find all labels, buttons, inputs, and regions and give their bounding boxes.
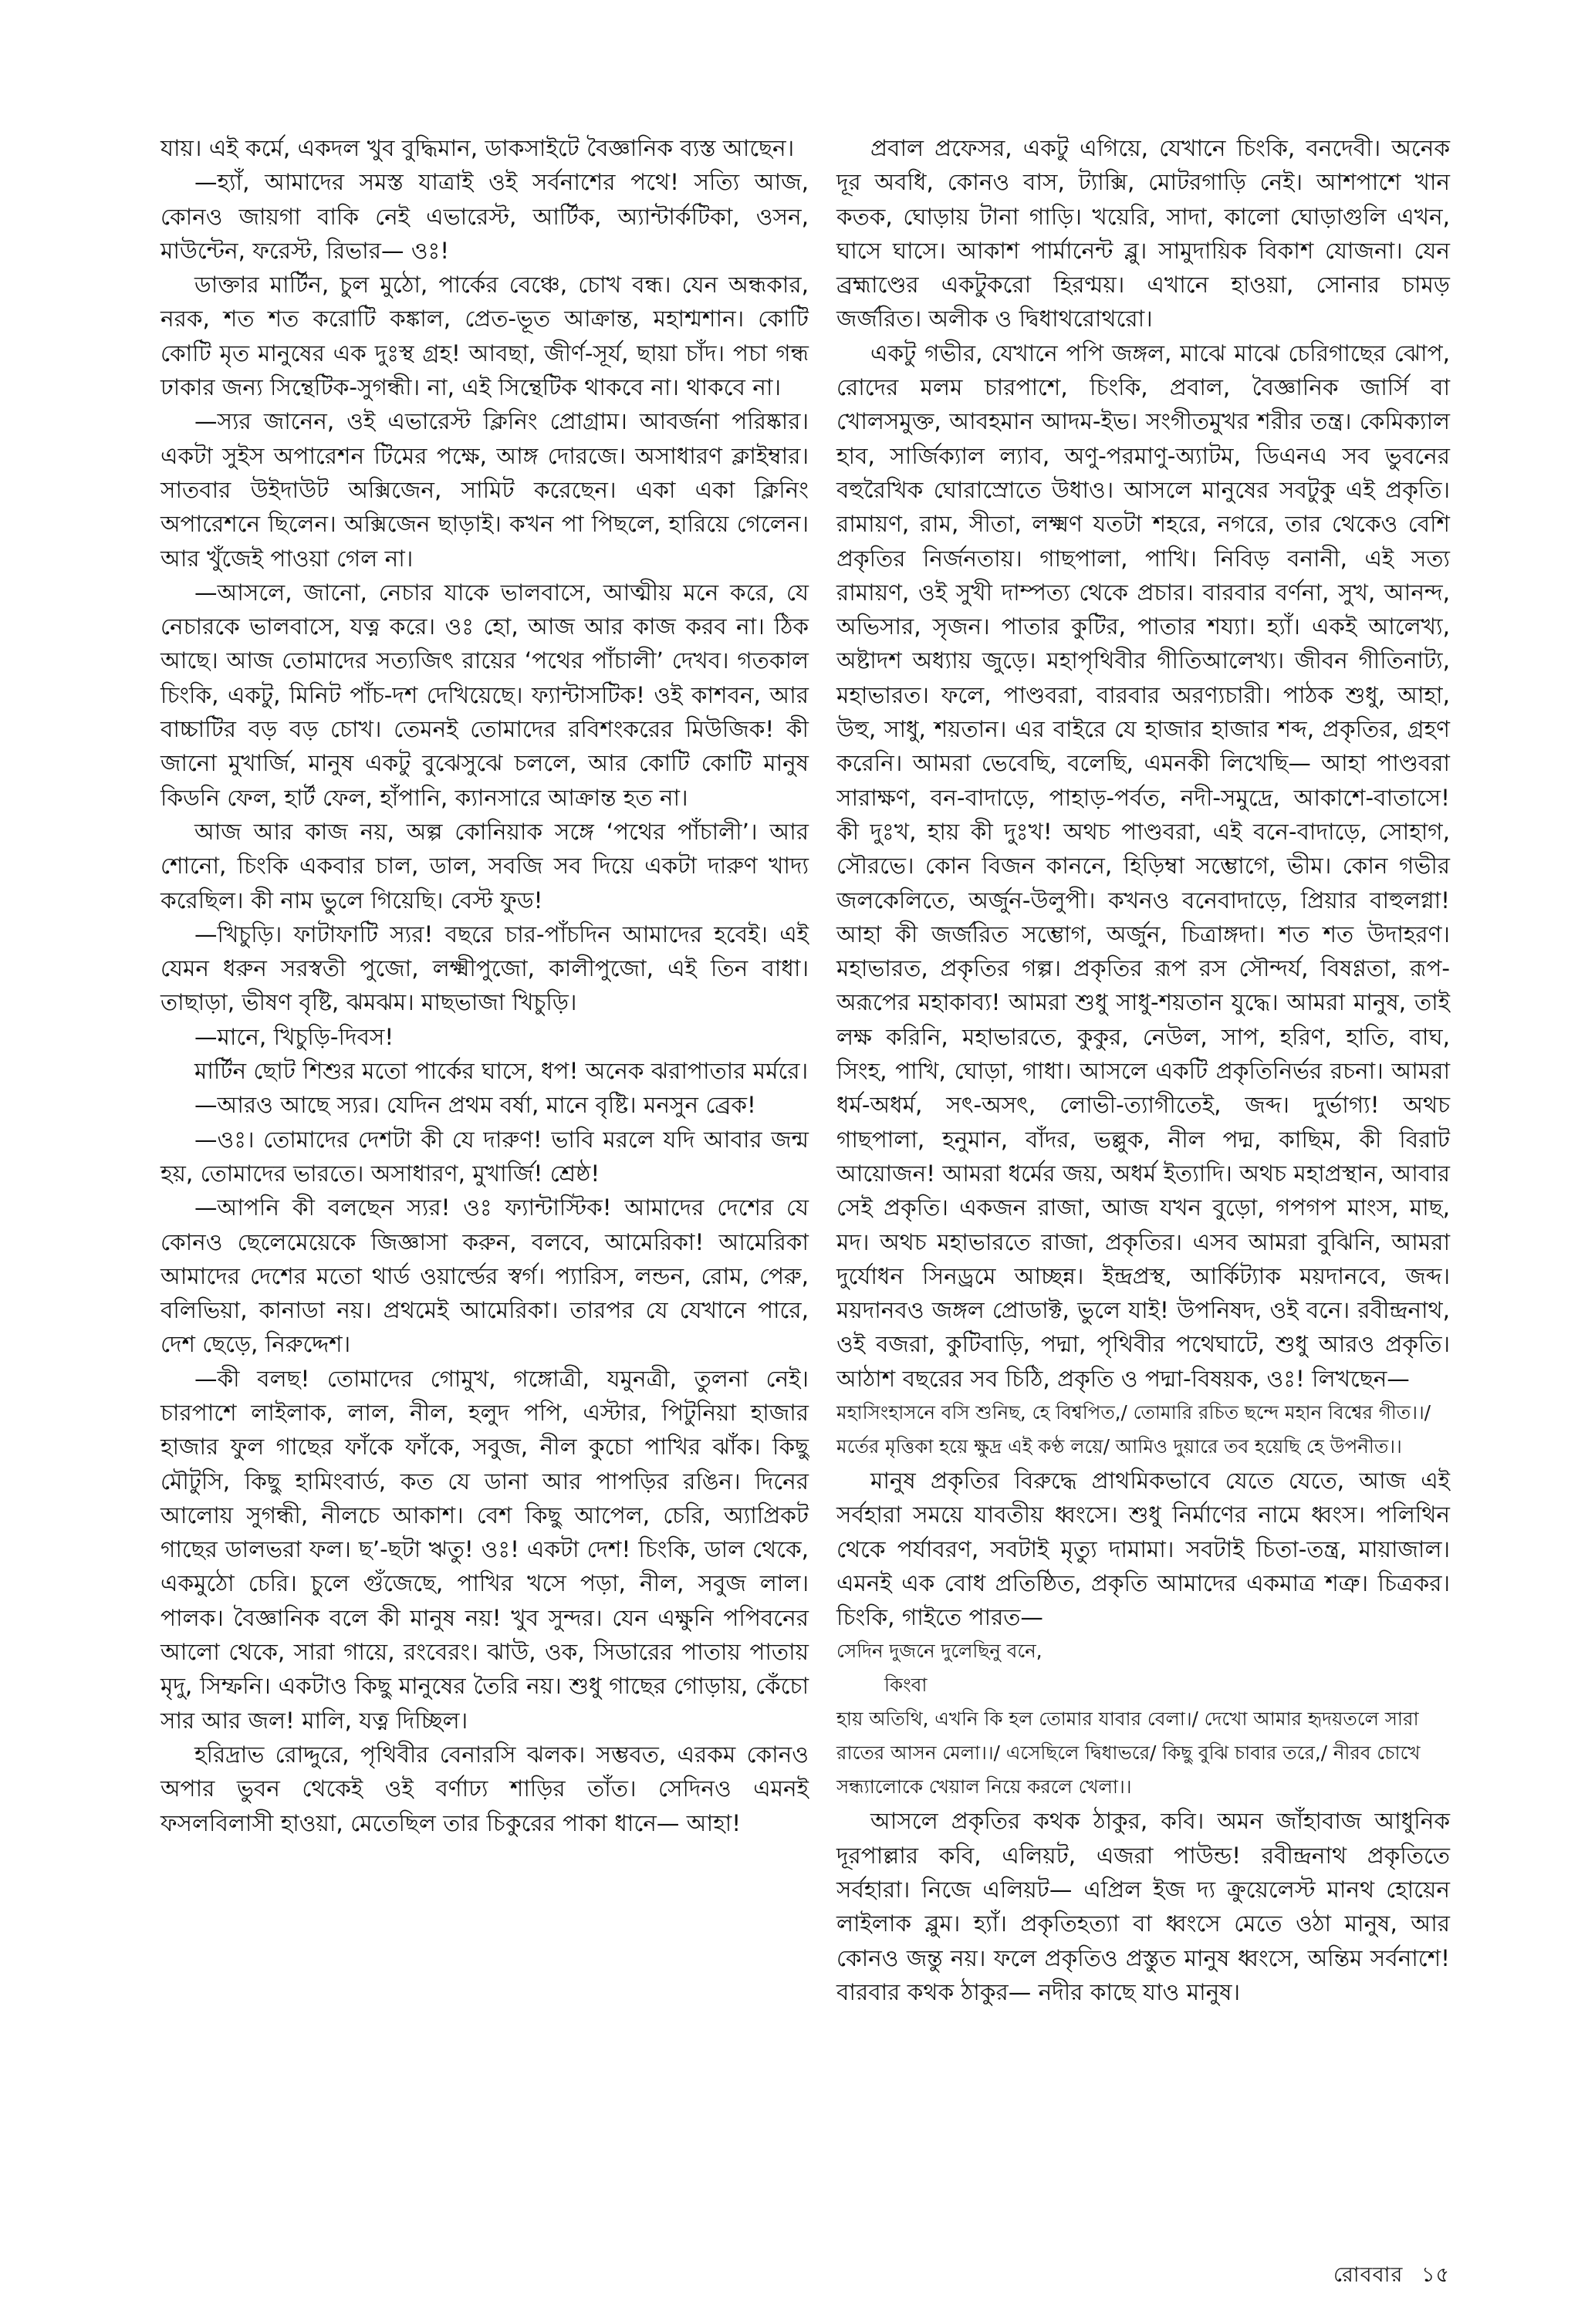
verse-quote: মহাসিংহাসনে বসি শুনিছ, হে বিশ্বপিত,/ তোমারি রচিত ছন্দে মহান বিশ্বের গীত।।/ মর্তের মৃত্তিকা হয়ে ক্ষুদ্র এই কণ্ঠ লয়ে/ আমিও দুয়ারে তব হয়েছি হে উপনীত।। xyxy=(836,1400,1431,1458)
left-column xyxy=(161,131,809,1840)
paragraph: আসলে প্রকৃতির কথক ঠাকুর, কবি। অমন জাঁহাবাজ আধুনিক দূরপাল্লার কবি, এলিয়ট, এজরা পাউন্ড! রবীন্দ্রনাথ প্রকৃতিতে সর্বহারা। নিজে এলিয়ট— এপ্রিল ইজ দ্য ক্রুয়েলেস্ট মানথ হোয়েন লাইলাক ব্লুম। হ্যাঁ। প্রকৃতিহত্যা বা ধ্বংসে মেতে ওঠা মানুষ, আর কোনও জন্তু নয়। ফলে প্রকৃতিও প্রস্তুত মানুষ ধ্বংসে, অন্তিম সর্বনাশে! বারবার কথক ঠাকুর— নদীর কাছে যাও মানুষ। xyxy=(836,1808,1450,2005)
paragraph: —ওঃ। তোমাদের দেশটা কী যে দারুণ! ভাবি মরলে যদি আবার জন্ম হয়, তোমাদের ভারতে। অসাধারণ, মুখার্জি! শ্রেষ্ঠ! xyxy=(161,1126,809,1187)
paragraph: আজ আর কাজ নয়, অল্প কোনিয়াক সঙ্গে ‘পথের পাঁচালী’। আর শোনো, চিংকি একবার চাল, ডাল, সবজি সব দিয়ে একটা দারুণ খাদ্য করেছিল। কী নাম ভুলে গিয়েছি। বেস্ট ফুড! xyxy=(161,818,809,914)
paragraph: যায়। এই কর্মে, একদল খুব বুদ্ধিমান, ডাকসাইটে বৈজ্ঞানিক ব্যস্ত আছেন। xyxy=(161,135,795,161)
right-column xyxy=(836,131,1450,2009)
paragraph: —মানে, খিচুড়ি-দিবস! xyxy=(194,1023,394,1050)
paragraph: একটু গভীর, যেখানে পপি জঙ্গল, মাঝে মাঝে চেরিগাছের ঝোপ, রোদের মলম চারপাশে, চিংকি, প্রবাল, বৈজ্ঞানিক জার্সি বা খোলসমুক্ত, আবহমান আদম-ইভ। সংগীতমুখর শরীর তন্ত্র। কেমিক্যাল হাব, সার্জিক্যাল ল্যাব, অণু-পরমাণু-অ্যাটম, ডিএনএ সব ভুবনের বহুরৈখিক ঘোরাস্রোতে উধাও। আসলে মানুষের সবটুকু এই প্রকৃতি। রামায়ণ, রাম, সীতা, লক্ষ্মণ যতটা শহরে, নগরে, তার থেকেও বেশি প্রকৃতির নির্জনতায়। গাছপালা, পাখি। নিবিড় বনানী, এই সত্য রামায়ণ, ওই সুখী দাম্পত্য থেকে প্রচার। বারবার বর্ণনা, সুখ, আনন্দ, অভিসার, সৃজন। পাতার কুটির, পাতার শয্যা। হ্যাঁ। একই আলেখ্য, অষ্টাদশ অধ্যায় জুড়ে। মহাপৃথিবীর গীতিআলেখ্য। জীবন গীতিনাট্য, মহাভারত। ফলে, পাণ্ডবরা, বারবার অরণ্যচারী। পাঠক শুধু, আহা, উহু, সাধু, শয়তান। এর বাইরে যে হাজার হাজার শব্দ, প্রকৃতির, গ্রহণ করেনি। আমরা ভেবেছি, বলেছি, এমনকী লিখেছি— আহা পাণ্ডবরা সারাক্ষণ, বন-বাদাড়ে, পাহাড়-পর্বত, নদী-সমুদ্রে, আকাশে-বাতাসে! কী দুঃখ, হায় কী দুঃখ! অথচ পাণ্ডবরা, এই বনে-বাদাড়ে, সোহাগ, সৌরভে। কোন বিজন কাননে, হিড়িম্বা সম্ভোগে, ভীম। কোন গভীর জলকেলিতে, অর্জুন-উলুপী। কখনও বনেবাদাড়ে, প্রিয়ার বাহুলগ্না! আহা কী জর্জরিত সম্ভোগ, অর্জুন, চিত্রাঙ্গদা। শত শত উদাহরণ। মহাভারত, প্রকৃতির গল্প। প্রকৃতির রূপ রস সৌন্দর্য, বিষণ্ণতা, রূপ-অরূপের মহাকাব্য! আমরা শুধু সাধু-শয়তান যুদ্ধে। আমরা মানুষ, তাই লক্ষ করিনি, মহাভারতে, কুকুর, নেউল, সাপ, হরিণ, হাতি, বাঘ, সিংহ, পাখি, ঘোড়া, গাধা। আসলে একটি প্রকৃতিনির্ভর রচনা। আমরা ধর্ম-অধর্ম, সৎ-অসৎ, লোভী-ত্যাগীতেই, জব্দ। দুর্ভাগ্য! অথচ গাছপালা, হনুমান, বাঁদর, ভল্লুক, নীল পদ্ম, কাছিম, কী বিরাট আয়োজন! আমরা ধর্মের জয়, অধর্ম ইত্যাদি। অথচ মহাপ্রস্থান, আবার সেই প্রকৃতি। একজন রাজা, আজ যখন বুড়ো, গপগপ মাংস, মাছ, মদ। অথচ মহাভারতে রাজা, প্রকৃতির। এসব আমরা বুঝিনি, আমরা দুর্যোধন সিনড্রমে আচ্ছন্ন। ইন্দ্রপ্রস্থ, আর্কিট্যাক ময়দানবে, জব্দ। ময়দানবও জঙ্গল প্রোডাক্ট, ভুলে যাই! উপনিষদ, ওই বনে। রবীন্দ্রনাথ, ওই বজরা, কুটিবাড়ি, পদ্মা, পৃথিবীর পথেঘাটে, শুধু আরও প্রকৃতি। আঠাশ বছরের সব চিঠি, প্রকৃতি ও পদ্মা-বিষয়ক, ওঃ! লিখছেন— xyxy=(836,339,1450,1392)
page-footer xyxy=(1333,2259,1450,2294)
verse-quote: সেদিন দুজনে দুলেছিনু বনে, xyxy=(836,1640,1042,1663)
paragraph: —কী বলছ! তোমাদের গোমুখ, গঙ্গোত্রী, যমুনত্রী, তুলনা নেই। চারপাশে লাইলাক, লাল, নীল, হলুদ পপি, এস্টার, পিটুনিয়া হাজার হাজার ফুল গাছের ফাঁকে ফাঁকে, সবুজ, নীল কুচো পাখির ঝাঁক। কিছু মৌটুসি, কিছু হামিংবার্ড, কত যে ডানা আর পাপড়ির রঙিন। দিনের আলোয় সুগন্ধী, নীলচে আকাশ। বেশ কিছু আপেল, চেরি, অ্যাপ্রিকট গাছের ডালভরা ফল। ছ’-ছটা ঋতু! ওঃ! একটা দেশ! চিংকি, ডাল থেকে, একমুঠো চেরি। চুলে গুঁজেছে, পাখির খসে পড়া, নীল, সবুজ লাল। পালক। বৈজ্ঞানিক বলে কী মানুষ নয়! খুব সুন্দর। যেন এক্ষুনি পপিবনের আলো থেকে, সারা গায়ে, রংবেরং। ঝাউ, ওক, সিডারের পাতায় পাতায় মৃদু, সিম্ফনি। একটাও কিছু মানুষের তৈরি নয়। শুধু গাছের গোড়ায়, কেঁচো সার আর জল! মালি, যত্ন দিচ্ছিল। xyxy=(161,1365,809,1734)
paragraph: —স্যর জানেন, ওই এভারেস্ট ক্লিনিং প্রোগ্রাম। আবর্জনা পরিষ্কার। একটা সুইস অপারেশন টিমের পক্ষে, আঙ্গ দোরজে। অসাধারণ ক্লাইম্বার। সাতবার উইদাউট অক্সিজেন, সামিট করেছেন। একা একা ক্লিনিং অপারেশনে ছিলেন। অক্সিজেন ছাড়াই। কখন পা পিছলে, হারিয়ে গেলেন। আর খুঁজেই পাওয়া গেল না। xyxy=(161,408,809,572)
paragraph: হরিদ্রাভ রোদ্দুরে, পৃথিবীর বেনারসি ঝলক। সম্ভবত, এরকম কোনও অপার ভুবন থেকেই ওই বর্ণাঢ্য শাড়ির তাঁত। সেদিনও এমনই ফসলবিলাসী হাওয়া, মেতেছিল তার চিকুরের পাকা ধানে— আহা! xyxy=(161,1741,809,1836)
magazine-name: রোববার xyxy=(1333,2263,1404,2287)
paragraph: প্রবাল প্রফেসর, একটু এগিয়ে, যেখানে চিংকি, বনদেবী। অনেক দূর অবধি, কোনও বাস, ট্যাক্সি, মোটরগাড়ি নেই। আশপাশে খান কতক, ঘোড়ায় টানা গাড়ি। খয়েরি, সাদা, কালো ঘোড়াগুলি এখন, ঘাসে ঘাসে। আকাশ পার্মানেন্ট ব্লু। সামুদায়িক বিকাশ যোজনা। যেন ব্রহ্মাণ্ডের একটুকরো হিরণ্ময়। এখানে হাওয়া, সোনার চামড় জর্জরিত। অলীক ও দ্বিধাথরোথরো। xyxy=(836,135,1450,333)
paragraph: —হ্যাঁ, আমাদের সমস্ত যাত্রাই ওই সর্বনাশের পথে! সত্যি আজ, কোনও জায়গা বাকি নেই এভারেস্ট, আর্টিক, অ্যান্টার্কটিকা, ওসন, মাউন্টেন, ফরেস্ট, রিভার— ওঃ! xyxy=(161,169,809,264)
paragraph: মানুষ প্রকৃতির বিরুদ্ধে প্রাথমিকভাবে যেতে যেতে, আজ এই সর্বহারা সময়ে যাবতীয় ধ্বংসে। শুধু নির্মাণের নামে ধ্বংস। পলিথিন থেকে পর্যাবরণ, সবটাই মৃত্যু দামামা। সবটাই চিতা-তন্ত্র, মায়াজাল। এমনই এক বোধ প্রতিষ্ঠিত, প্রকৃতি আমাদের একমাত্র শত্রু। চিত্রকর। চিংকি, গাইতে পারত— xyxy=(836,1467,1450,1631)
paragraph: —খিচুড়ি। ফাটাফাটি স্যর! বছরে চার-পাঁচদিন আমাদের হবেই। এই যেমন ধরুন সরস্বতী পুজো, লক্ষ্মীপুজো, কালীপুজো, এই তিন বাধা। তাছাড়া, ভীষণ বৃষ্টি, ঝমঝম। মাছভাজা খিচুড়ি। xyxy=(161,920,809,1016)
verse-quote: হায় অতিথি, এখনি কি হল তোমার যাবার বেলা।/ দেখো আমার হৃদয়তলে সারা রাতের আসন মেলা।।/ এসেছিলে দ্বিধাভরে/ কিছু বুঝি চাবার তরে,/ নীরব চোখে সন্ধ্যালোকে খেয়াল নিয়ে করলে খেলা।। xyxy=(836,1708,1421,1799)
paragraph: —আরও আছে স্যর। যেদিন প্রথম বর্ষা, মানে বৃষ্টি। মনসুন ব্রেক! xyxy=(194,1092,756,1119)
paragraph: ডাক্তার মার্টিন, চুল মুঠো, পার্কের বেঞ্চে, চোখ বন্ধ। যেন অন্ধকার, নরক, শত শত করোটি কঙ্কাল, প্রেত-ভূত আক্রান্ত, মহাশ্মশান। কোটি কোটি মৃত মানুষের এক দুঃস্থ গ্রহ! আবছা, জীর্ণ-সূর্য, ছায়া চাঁদ। পচা গন্ধ ঢাকার জন্য সিন্থেটিক-সুগন্ধী। না, এই সিন্থেটিক থাকবে না। থাকবে না। xyxy=(161,272,809,401)
paragraph: মার্টিন ছোট শিশুর মতো পার্কের ঘাসে, ধপ! অনেক ঝরাপাতার মর্মরে। xyxy=(194,1058,809,1085)
paragraph: —আসলে, জানো, নেচার যাকে ভালবাসে, আত্মীয় মনে করে, যে নেচারকে ভালবাসে, যত্ন করে। ওঃ হো, আজ আর কাজ করব না। ঠিক আছে। আজ তোমাদের সত্যজিৎ রায়ের ‘পথের পাঁচালী’ দেখব। গতকাল চিংকি, একটু, মিনিট পাঁচ-দশ দেখিয়েছে। ফ্যান্টাসটিক! ওই কাশবন, আর বাচ্চাটির বড় বড় চোখ। তেমনই তোমাদের রবিশংকরের মিউজিক! কী জানো মুখার্জি, মানুষ একটু বুঝেসুঝে চললে, আর কোটি কোটি মানুষ কিডনি ফেল, হার্ট ফেল, হাঁপানি, ক্যানসারে আক্রান্ত হত না। xyxy=(161,579,809,811)
paragraph: —আপনি কী বলছেন স্যর! ওঃ ফ্যান্টাস্টিক! আমাদের দেশের যে কোনও ছেলেমেয়েকে জিজ্ঞাসা করুন, বলবে, আমেরিকা! আমেরিকা আমাদের দেশের মতো থার্ড ওয়ার্ল্ডের স্বর্গ। প্যারিস, লন্ডন, রোম, পেরু, বলিভিয়া, কানাডা নয়। প্রথমেই আমেরিকা। তারপর যে যেখানে পারে, দেশ ছেড়ে, নিরুদ্দেশ। xyxy=(161,1194,809,1358)
page-number: ১৫ xyxy=(1421,2263,1450,2287)
verse-connector: কিংবা xyxy=(884,1674,928,1697)
